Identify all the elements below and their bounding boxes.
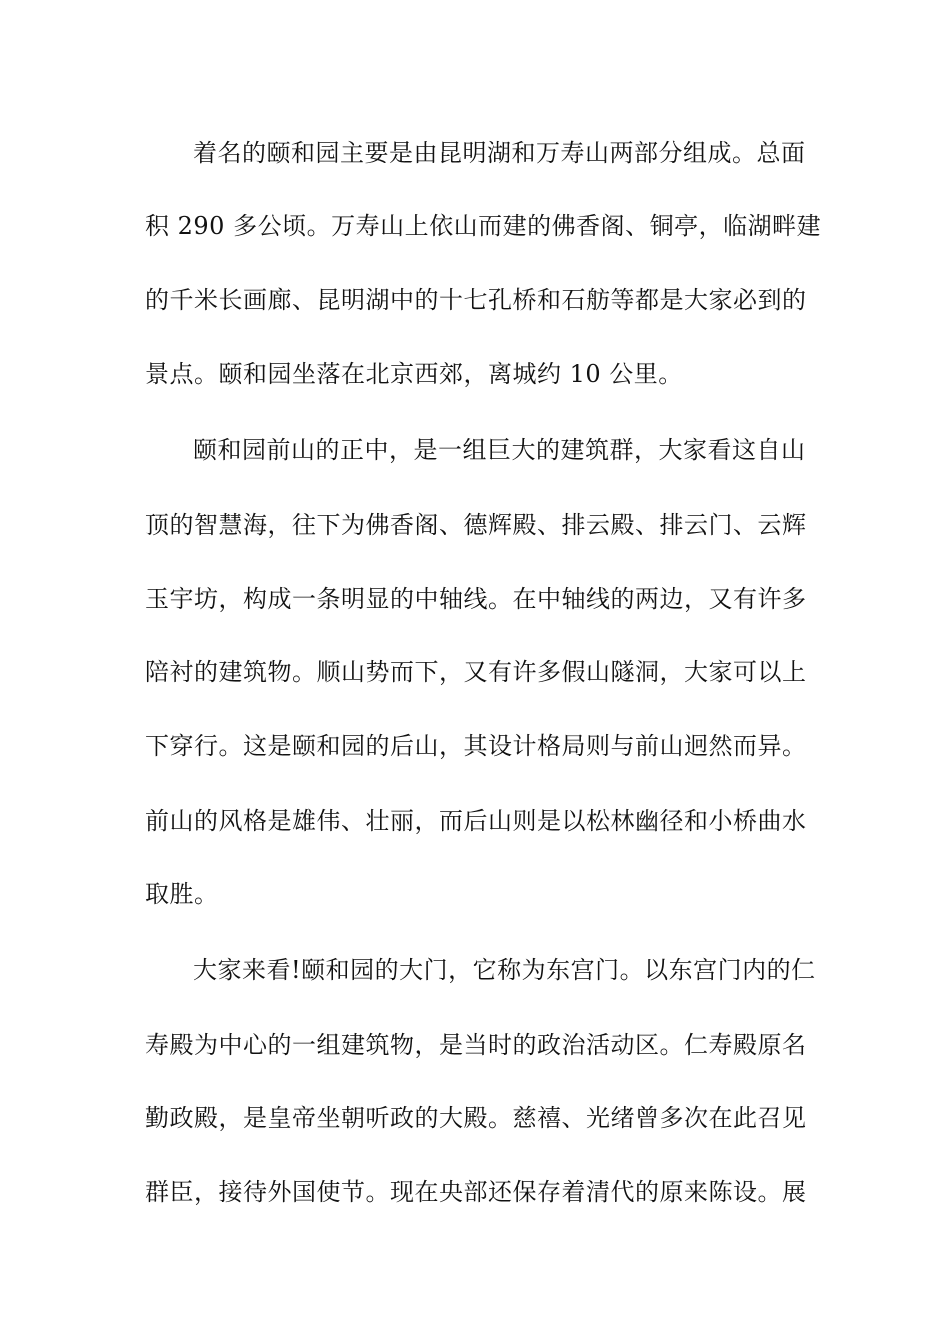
paragraph-3-line-4: 群臣，接待外国使节。现在央部还保存着清代的原来陈设。展 [145,1178,807,1206]
paragraph-3-line-1: 大家来看!颐和园的大门，它称为东宫门。以东宫门内的仁 [193,956,816,984]
paragraph-3-line-3: 勤政殿，是皇帝坐朝听政的大殿。慈禧、光绪曾多次在此召见 [145,1104,807,1132]
paragraph-1-line-3: 的千米长画廊、昆明湖中的十七孔桥和石舫等都是大家必到的 [145,286,807,314]
paragraph-2-line-4: 陪衬的建筑物。顺山势而下，又有许多假山隧洞，大家可以上 [145,658,807,686]
paragraph-2-line-7: 取胜。 [145,880,219,908]
paragraph-2-line-6: 前山的风格是雄伟、壮丽，而后山则是以松林幽径和小桥曲水 [145,807,807,835]
paragraph-2-line-1: 颐和园前山的正中，是一组巨大的建筑群，大家看这自山 [193,436,806,464]
paragraph-1-line-4: 景点。颐和园坐落在北京西郊，离城约 10 公里。 [145,360,683,388]
paragraph-2-line-5: 下穿行。这是颐和园的后山，其设计格局则与前山迥然而异。 [145,732,807,760]
paragraph-2-line-2: 顶的智慧海，往下为佛香阁、德辉殿、排云殿、排云门、云辉 [145,511,807,539]
paragraph-2-line-3: 玉宇坊，构成一条明显的中轴线。在中轴线的两边，又有许多 [145,585,807,613]
paragraph-1-line-1: 着名的颐和园主要是由昆明湖和万寿山两部分组成。总面 [193,139,806,167]
paragraph-3-line-2: 寿殿为中心的一组建筑物，是当时的政治活动区。仁寿殿原名 [145,1031,807,1059]
paragraph-1-line-2: 积 290 多公顷。万寿山上依山而建的佛香阁、铜亭，临湖畔建 [145,212,822,240]
